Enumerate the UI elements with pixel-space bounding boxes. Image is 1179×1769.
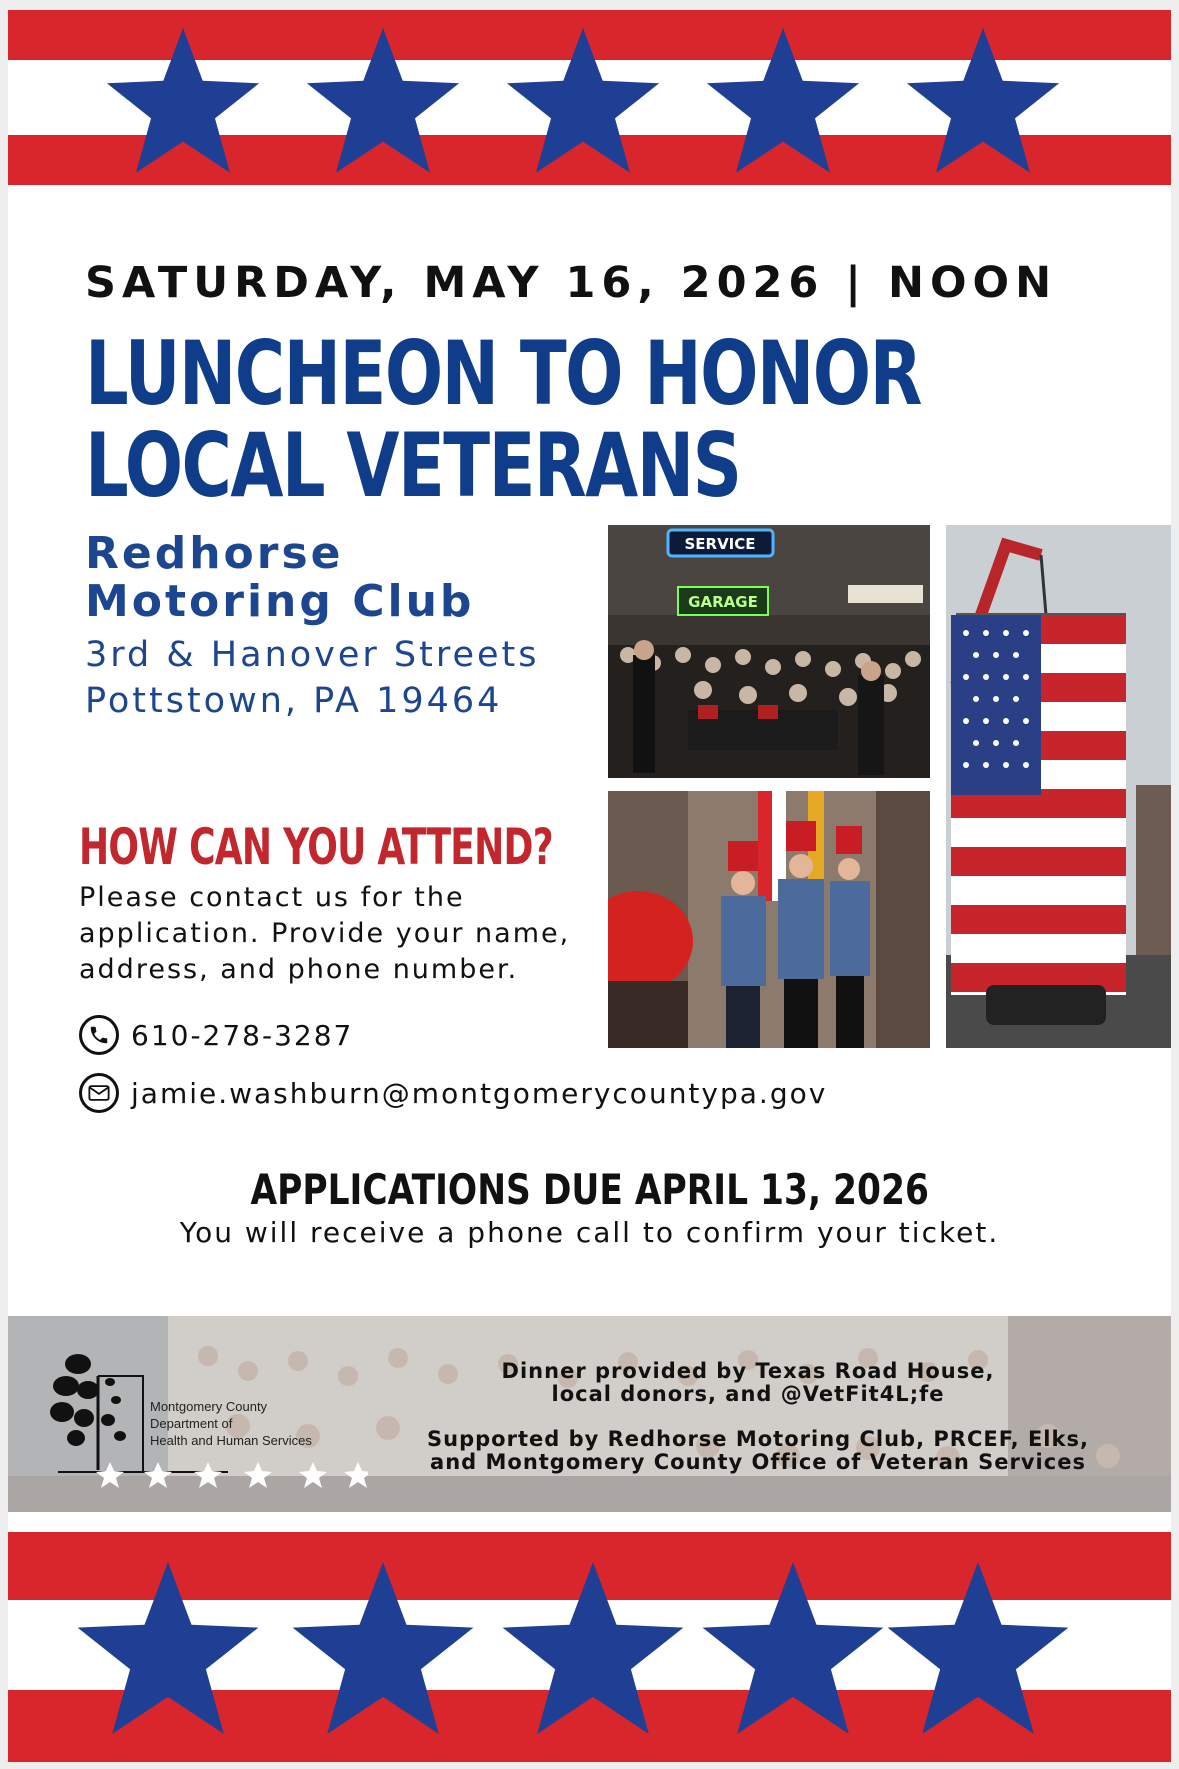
event-title-line1: LUNCHEON TO HONOR bbox=[85, 322, 921, 425]
support-credit-line2: and Montgomery County Office of Veteran Services bbox=[430, 1450, 1086, 1474]
star-icon bbox=[707, 28, 859, 173]
phone-number[interactable]: 610-278-3287 bbox=[131, 1018, 354, 1052]
deadline-title: APPLICATIONS DUE APRIL 13, 2026 bbox=[250, 1165, 929, 1214]
logo-text bbox=[150, 1398, 312, 1449]
venue-name bbox=[85, 530, 474, 626]
service-sign: SERVICE bbox=[684, 535, 756, 553]
star-icon bbox=[293, 1562, 474, 1734]
star-row bbox=[8, 1532, 1171, 1762]
bottom-flag-banner bbox=[8, 1532, 1171, 1762]
support-credit-line1: Supported by Redhorse Motoring Club, PRCEF, Elks, bbox=[427, 1427, 1089, 1451]
star-icon bbox=[507, 28, 659, 173]
star-icon bbox=[78, 1562, 259, 1734]
venue-address-line2: Pottstown, PA 19464 bbox=[85, 681, 503, 721]
logo-line1: Montgomery County bbox=[150, 1399, 268, 1414]
deadline-subtitle: You will receive a phone call to confirm your ticket. bbox=[179, 1216, 1000, 1249]
photo-hanging-flag bbox=[946, 525, 1171, 1048]
event-date-line: SATURDAY, MAY 16, 2026 | NOON bbox=[85, 258, 1058, 308]
attend-instructions: Please contact us for the application. Provide your name, address, and phone number. bbox=[79, 882, 571, 985]
venue-address bbox=[85, 632, 540, 724]
email-contact bbox=[79, 1073, 827, 1113]
poster bbox=[8, 10, 1171, 1762]
envelope-icon bbox=[79, 1073, 119, 1113]
event-title bbox=[85, 322, 921, 517]
venue-address-line1: 3rd & Hanover Streets bbox=[85, 635, 540, 675]
dinner-credit-line1: Dinner provided by Texas Road House, bbox=[501, 1359, 995, 1383]
star-row bbox=[8, 10, 1171, 200]
star-icon bbox=[907, 28, 1059, 173]
email-address[interactable]: jamie.washburn@montgomerycountypa.gov bbox=[131, 1076, 828, 1110]
photo-garage-crowd bbox=[608, 525, 930, 778]
star-icon bbox=[503, 1562, 684, 1734]
attend-heading: HOW CAN YOU ATTEND? bbox=[79, 818, 553, 876]
event-title-line2: LOCAL VETERANS bbox=[85, 414, 741, 517]
logo-line2: Department of bbox=[150, 1416, 233, 1431]
dinner-credit-line2: local donors, and @VetFit4L;fe bbox=[551, 1382, 945, 1406]
venue-name-line2: Motoring Club bbox=[85, 576, 475, 627]
dinner-credit bbox=[478, 1360, 1018, 1406]
star-icon bbox=[107, 28, 259, 173]
deadline-block bbox=[8, 1165, 1171, 1249]
phone-contact bbox=[79, 1015, 353, 1055]
footer-strip bbox=[8, 1316, 1171, 1512]
star-icon bbox=[888, 1562, 1069, 1734]
star-icon bbox=[703, 1562, 884, 1734]
logo-line3: Health and Human Services bbox=[150, 1433, 312, 1448]
garage-sign: GARAGE bbox=[688, 593, 758, 611]
venue-name-line1: Redhorse bbox=[85, 528, 344, 579]
photo-color-guard bbox=[608, 791, 930, 1048]
star-icon bbox=[307, 28, 459, 173]
support-credit bbox=[403, 1428, 1113, 1474]
top-flag-banner bbox=[8, 10, 1171, 200]
phone-icon bbox=[79, 1015, 119, 1055]
